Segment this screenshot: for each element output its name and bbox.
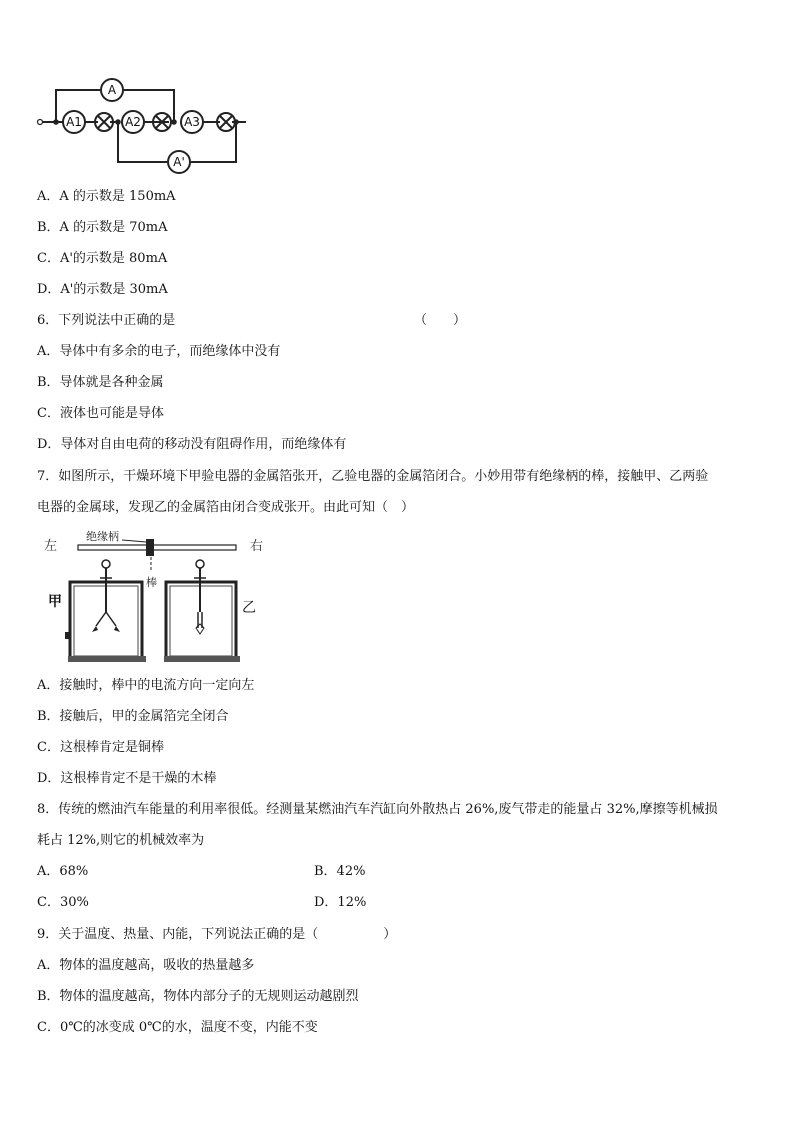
q6-option-c: C．液体也可能是导体 [37,406,164,421]
ammeter-label: A' [173,155,185,169]
q8-option-d: D．12% [314,895,367,910]
q6-option-d: D．导体对自由电荷的移动没有阻碍作用，而绝缘体有 [37,437,347,452]
q9-stem: 9．关于温度、热量、内能，下列说法正确的是（ ） [37,927,397,942]
q9-option-b: B．物体的温度越高，物体内部分子的无规则运动越剧烈 [37,989,359,1004]
q6-answer-blank: （ ） [414,313,467,328]
label-yi: 乙 [242,600,256,616]
q6-stem: 6．下列说法中正确的是 [37,313,176,328]
q5-option-a: A．A 的示数是 150mA [37,189,176,204]
q7-option-a: A．接触时，棒中的电流方向一定向左 [37,678,255,693]
label-right: 右 [250,539,264,554]
insulating-handle [146,539,154,556]
q5-option-c: C．A'的示数是 80mA [37,251,168,266]
ammeter-label: A [107,83,117,97]
ammeter-label: A2 [125,115,141,129]
q9-option-a: A．物体的温度越高，吸收的热量越多 [37,958,255,973]
q7-option-c: C．这根棒肯定是铜棒 [37,740,164,755]
rod [78,545,236,550]
circuit-diagram [34,74,250,178]
label-handle: 绝缘柄 [86,530,119,543]
electroscope-jia [65,560,146,662]
ammeter-label: A1 [66,115,82,129]
label-left: 左 [44,539,58,554]
q6-option-a: A．导体中有多余的电子，而绝缘体中没有 [37,344,281,359]
q8-option-a: A．68% [37,864,89,879]
q7-stem-line2: 电器的金属球，发现乙的金属箔由闭合变成张开。由此可知（ ） [37,500,415,515]
q5-option-b: B．A 的示数是 70mA [37,220,168,235]
q8-option-c: C．30% [37,895,89,910]
electroscope-yi [164,560,240,662]
q7-stem-line1: 7．如图所示，干燥环境下甲验电器的金属箔张开，乙验电器的金属箔闭合。小妙用带有绝缘柄的棒，接触甲、乙两验 [37,469,709,484]
q6-option-b: B．导体就是各种金属 [37,375,164,390]
q7-option-b: B．接触后，甲的金属箔完全闭合 [37,709,229,724]
q9-option-c: C．0℃的冰变成 0℃的水，温度不变，内能不变 [37,1020,318,1035]
electroscope-figure [40,528,280,670]
label-jia: 甲 [48,594,62,610]
q8-stem-line1: 8．传统的燃油汽车能量的利用率很低。经测量某燃油汽车汽缸向外散热占 26%,废气带走的能量占 32%,摩擦等机械损 [37,802,718,817]
q7-option-d: D．这根棒肯定不是干燥的木棒 [37,771,217,786]
q5-option-d: D．A'的示数是 30mA [37,282,168,297]
label-rod: 棒 [146,576,157,589]
q8-option-b: B．42% [314,864,366,879]
q8-stem-line2: 耗占 12%,则它的机械效率为 [37,833,205,848]
ammeter-label: A3 [184,115,200,129]
